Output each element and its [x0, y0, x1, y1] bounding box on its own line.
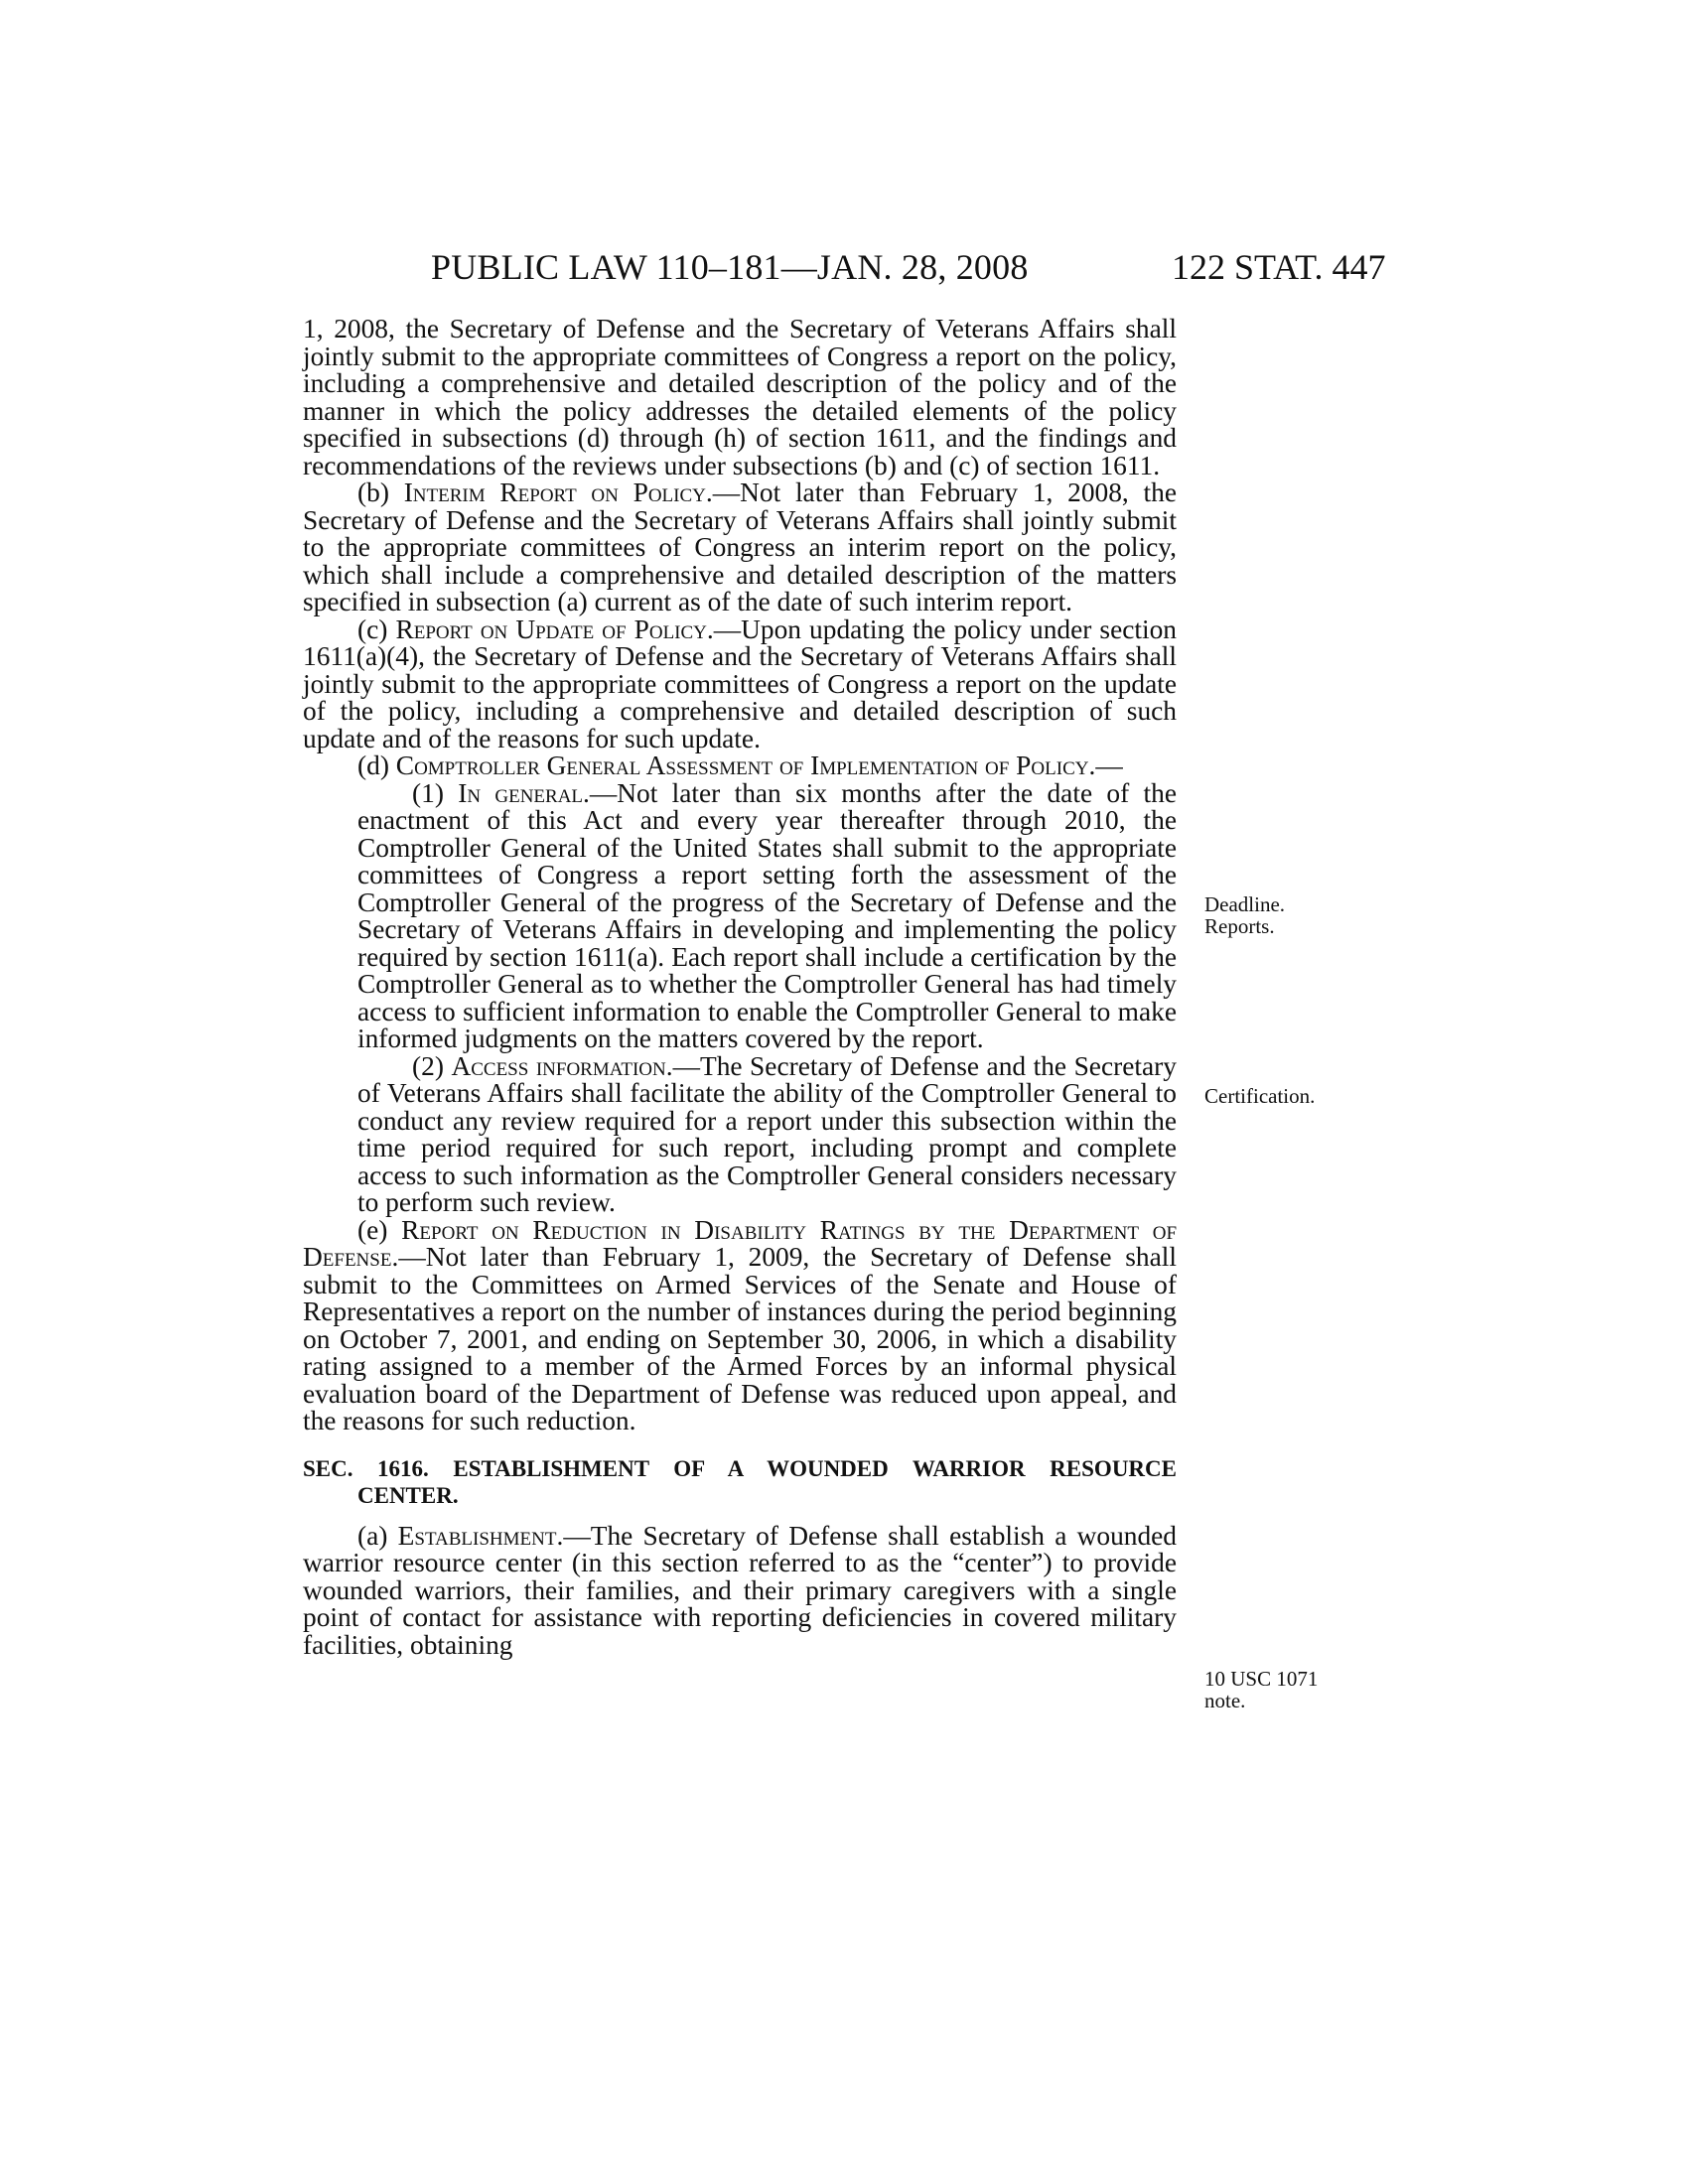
paragraph-c-label: (c)	[357, 614, 396, 644]
margin-note-reports: Reports.	[1204, 914, 1275, 938]
paragraph-c	[303, 616, 1177, 753]
paragraph-e	[303, 1214, 1178, 1435]
paragraph-d1-text: —Not later than six months after the date of the enactment of this Act and every year thereafter through 2010, the Comptroller General of the United States shall submit to the appropriate committees of Congress a report setting forth the assessment of the Comptroller General of the progress of the Secretary of Defense and the Secretary of Veterans Affairs in developing and implementing the policy required by section 1611(a). Each report shall include a certification by the Comptroller General as to whether the Comptroller General has had timely access to sufficient information to enable the Comptroller General to make informed judgments on the matters covered by the report.	[357, 777, 1177, 1053]
paragraph-establishment	[303, 1520, 1178, 1660]
section-heading-line-1: SEC. 1616. ESTABLISHMENT OF A WOUNDED WARRIOR RESOURCE	[303, 1455, 1177, 1481]
paragraph-b	[303, 479, 1177, 616]
paragraph-d	[303, 752, 1177, 780]
paragraph-d-label: (d)	[357, 751, 396, 780]
paragraph-c-text: —Upon updating the policy under section 1611(a)(4), the Secretary of Defense and the Secretary of Veterans Affairs shall jointly submit to the appropriate committees of Congress a report on the update of the policy, including a comprehensive and detailed description of such update and of the reasons for such update.	[303, 614, 1178, 753]
header-public-law: PUBLIC LAW 110–181—JAN. 28, 2008	[431, 247, 1029, 287]
paragraph-b-label: (b)	[357, 478, 404, 507]
paragraph-a-continuation	[303, 316, 1177, 479]
paragraph-b-text: —Not later than February 1, 2008, the Secretary of Defense and the Secretary of Veterans Affairs shall jointly submit to the appropriate committees of Congress an interim report on the policy, which shall include a comprehensive and detailed description of the matters specified in subsection (a) current as of the date of such interim report.	[303, 478, 1177, 616]
paragraph-d-heading: Comptroller General Assessment of Implementation of Policy.	[395, 751, 1096, 780]
paragraph-d2-text: —The Secretary of Defense and the Secretary of Veterans Affairs shall facilitate the ability of the Comptroller General to conduct any review required for a report under this subsection within the time period required for such report, including prompt and complete access to such information as the Comptroller General considers necessary to perform such review.	[357, 1050, 1177, 1217]
paragraph-d2	[303, 1050, 1177, 1217]
margin-note-certification: Certification.	[1204, 1084, 1316, 1108]
paragraph-establishment-text: —The Secretary of Defense shall establish a wounded warrior resource center (in this section referred to as the “center”) to provide wounded warriors, their families, and their primary caregivers with a single point of contact for assistance with reporting deficiencies in covered military facilities, obtaining	[303, 1520, 1178, 1660]
paragraph-e-text: —Not later than February 1, 2009, the Secretary of Defense shall submit to the Committees on Armed Services of the Senate and House of Representatives a report on the number of instances during the period beginning on October 7, 2001, and ending on September 30, 2006, in which a disability rating assigned to a member of the Armed Forces by an informal physical evaluation board of the Department of Defense was reduced upon appeal, and the reasons for such reduction.	[303, 1242, 1177, 1435]
paragraph-establishment-heading: Establishment.	[397, 1520, 564, 1551]
paragraph-d-text: —	[1095, 751, 1123, 780]
paragraph-a-text: 1, 2008, the Secretary of Defense and the Secretary of Veterans Affairs shall jointly submit to the appropriate committees of Congress a report on the policy, including a comprehensive and detailed description of the policy and of the manner in which the policy addresses the detailed elements of the policy specified in subsections (d) through (h) of section 1611, and the findings and recommendations of the reviews under subsections (b) and (c) of section 1611.	[303, 314, 1177, 480]
section-heading-line-2: CENTER.	[357, 1482, 459, 1508]
margin-note-usc-note: note.	[1204, 1689, 1246, 1712]
paragraph-d2-heading: Access information.	[451, 1050, 673, 1081]
main-text-column	[303, 316, 1177, 1659]
paragraph-e-heading: Report on Reduction in Disability Ratings by the Department of Defense.	[303, 1214, 1178, 1272]
paragraph-e-label: (e)	[357, 1214, 402, 1245]
section-1616-heading	[303, 1455, 1177, 1509]
paragraph-d1-heading: In general.	[458, 777, 590, 808]
margin-note-usc-citation: 10 USC 1071	[1204, 1667, 1319, 1691]
paragraph-d1-label: (1)	[412, 777, 459, 808]
paragraph-c-heading: Report on Update of Policy.	[395, 614, 714, 644]
paragraph-establishment-label: (a)	[357, 1520, 398, 1551]
paragraph-d1	[303, 777, 1177, 1053]
paragraph-b-heading: Interim Report on Policy.	[403, 478, 713, 507]
margin-note-deadline: Deadline.	[1204, 892, 1286, 916]
header-stat-page: 122 STAT. 447	[1172, 247, 1386, 287]
paragraph-d2-label: (2)	[412, 1050, 452, 1081]
